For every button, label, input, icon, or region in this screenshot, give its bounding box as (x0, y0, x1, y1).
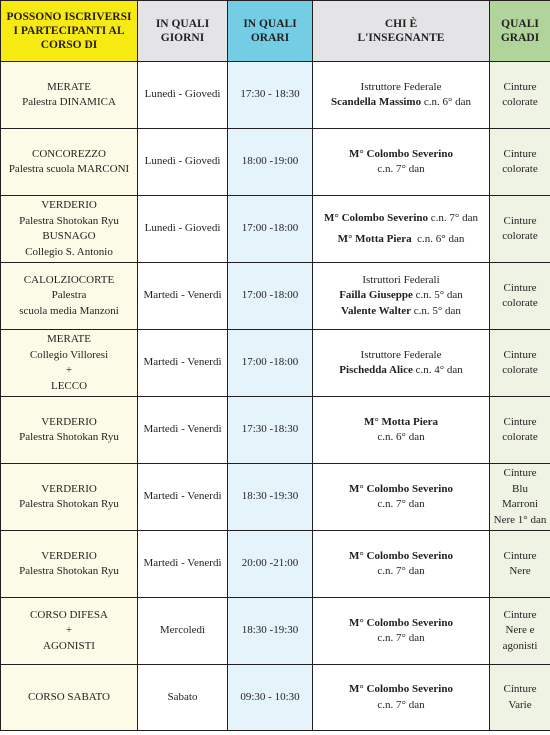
days-cell: Martedì - Venerdì (138, 263, 228, 330)
table-row (1, 531, 550, 598)
instructor-cell: M° Colombo Severino c.n. 7° dan M° Motta Piera c.n. 6° dan (313, 196, 490, 263)
instructor-name: Pischedda Alice (339, 364, 413, 376)
grades-cell: Cinture colorate (490, 196, 550, 263)
days-cell: Lunedì - Giovedì (138, 196, 228, 263)
location-cell: VERDERIO Palestra Shotokan Ryu (1, 397, 138, 464)
grades-cell: Cinture colorate (490, 62, 550, 129)
table-row (1, 598, 550, 665)
header-row (1, 1, 550, 62)
location-cell: MERATE Palestra DINAMICA (1, 62, 138, 129)
instructor-cell: M° Colombo Severino c.n. 7° dan (313, 464, 490, 531)
instructor-name: M° Colombo Severino (348, 549, 453, 562)
instructor-cell: Istruttore Federale Pischedda Alice c.n. 4° dan (313, 330, 490, 397)
header-times: IN QUALI ORARI (228, 1, 313, 62)
time-cell: 17:30 -18:30 (228, 397, 313, 464)
time-cell: 18:00 -19:00 (228, 129, 313, 196)
days-cell: Lunedì - Giovedì (138, 129, 228, 196)
time-cell: 17:00 -18:00 (228, 196, 313, 263)
instructor-name: M° Colombo Severino (348, 683, 453, 695)
instructor-name: M° Colombo Severino (348, 616, 453, 629)
grades-cell: Cinture colorate (490, 129, 550, 196)
instructor-name: M° Motta Piera (363, 415, 439, 428)
instructor-cell: Istruttore Federale Scandella Massimo c.n. 6° dan (313, 62, 490, 129)
table-row (1, 129, 550, 196)
instructor-cell: M° Colombo Severino c.n. 7° dan (313, 598, 490, 665)
table-row (1, 62, 550, 129)
location-cell: CORSO SABATO (1, 665, 138, 731)
instructor-cell: M° Motta Piera c.n. 6° dan (313, 397, 490, 464)
instructor-name: M° Colombo Severino (348, 147, 453, 160)
days-cell: Martedì - Venerdì (138, 397, 228, 464)
table-row (1, 263, 550, 330)
header-grades: QUALI GRADI (490, 1, 550, 62)
location-cell: CORSO DIFESA + AGONISTI (1, 598, 138, 665)
instructor-cell: M° Colombo Severino c.n. 7° dan (313, 531, 490, 598)
days-cell: Lunedì - Giovedì (138, 62, 228, 129)
instructor-cell: Istruttori Federali Failla Giuseppe c.n. 5° dan Valente Walter c.n. 5° dan (313, 263, 490, 330)
table-row (1, 464, 550, 531)
days-cell: Martedì - Venerdì (138, 464, 228, 531)
grades-cell: Cinture Nere (490, 531, 550, 598)
instructor-name: Failla Giuseppe (339, 289, 413, 302)
table-row (1, 665, 550, 731)
grades-cell: Cinture colorate (490, 397, 550, 464)
time-cell: 17:30 - 18:30 (228, 62, 313, 129)
location-cell: VERDERIO Palestra Shotokan Ryu (1, 464, 138, 531)
header-location: POSSONO ISCRIVERSI I PARTECIPANTI AL CORSO DI (1, 1, 138, 62)
time-cell: 17:00 -18:00 (228, 330, 313, 397)
grades-cell: Cinture Blu Marroni Nere 1° dan (490, 464, 550, 531)
days-cell: Sabato (138, 665, 228, 731)
days-cell: Martedì - Venerdì (138, 531, 228, 598)
grades-cell: Cinture colorate (490, 263, 550, 330)
instructor-cell: M° Colombo Severino c.n. 7° dan (313, 665, 490, 731)
location-cell: MERATE Collegio Villoresi + LECCO (1, 330, 138, 397)
days-cell: Mercoledì (138, 598, 228, 665)
location-cell: CALOLZIOCORTE Palestra scuola media Manzoni (1, 263, 138, 330)
instructor-cell: M° Colombo Severino c.n. 7° dan (313, 129, 490, 196)
time-cell: 17:00 -18:00 (228, 263, 313, 330)
grades-cell: Cinture Nere e agonisti (490, 598, 550, 665)
header-days: IN QUALI GIORNI (138, 1, 228, 62)
time-cell: 18:30 -19:30 (228, 464, 313, 531)
time-cell: 18:30 -19:30 (228, 598, 313, 665)
table-row (1, 330, 550, 397)
grades-cell: Cinture Varie (490, 665, 550, 731)
instructor-name: M° Colombo Severino (348, 482, 453, 495)
table-row (1, 196, 550, 263)
location-cell: VERDERIO Palestra Shotokan Ryu BUSNAGO Collegio S. Antonio (1, 196, 138, 263)
instructor-name: Scandella Massimo (330, 96, 422, 108)
header-instructor: CHI È L'INSEGNANTE (313, 1, 490, 62)
instructor-name: Valente Walter (341, 304, 412, 317)
location-cell: VERDERIO Palestra Shotokan Ryu (1, 531, 138, 598)
instructor-name: M° Motta Piera (337, 233, 412, 245)
time-cell: 09:30 - 10:30 (228, 665, 313, 731)
time-cell: 20:00 -21:00 (228, 531, 313, 598)
days-cell: Martedì - Venerdì (138, 330, 228, 397)
grades-cell: Cinture colorate (490, 330, 550, 397)
table-row (1, 397, 550, 464)
instructor-name: M° Colombo Severino (324, 211, 429, 224)
location-cell: CONCOREZZO Palestra scuola MARCONI (1, 129, 138, 196)
